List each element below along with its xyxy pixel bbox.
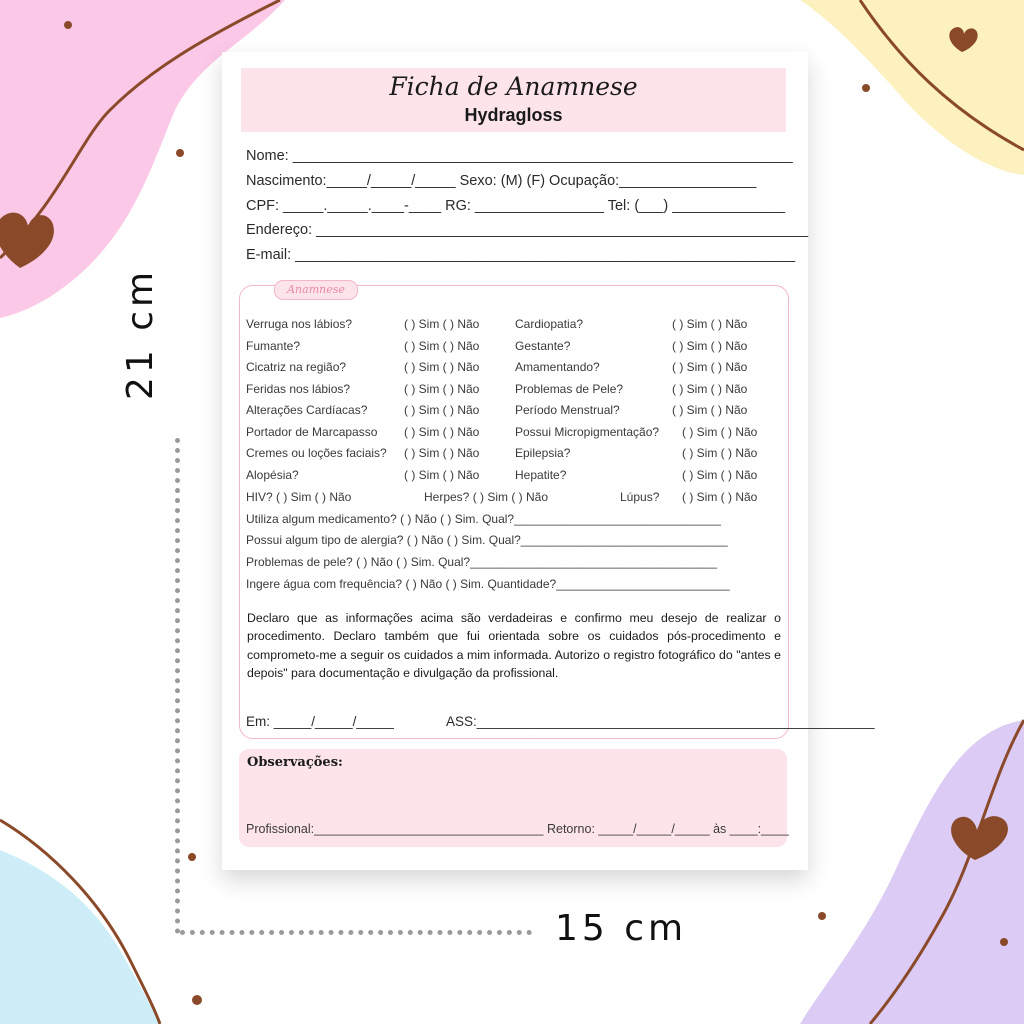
question-herpes: Herpes? ( ) Sim ( ) Não [424, 490, 549, 504]
height-label: 21 cm [120, 267, 161, 400]
question-label: Fumante? [246, 339, 301, 353]
anamnese-tab: Anamnese [274, 280, 358, 300]
question-label: Verruga nos lábios? [246, 317, 353, 331]
question-label: Cardiopatia? [515, 317, 584, 331]
field-cpf: CPF: _____._____.____-____ RG: ________________ Tel: (___) ______________ [246, 198, 786, 214]
form-subtitle: Hydragloss [464, 105, 563, 125]
question-label: Hepatite? [515, 468, 567, 482]
question-options: ( ) Sim ( ) Não [682, 425, 758, 439]
question-label: Portador de Marcapasso [246, 425, 378, 439]
form-sheet [222, 52, 875, 870]
width-label: 15 cm [555, 908, 688, 949]
dot [192, 995, 202, 1005]
question-problemas-pele: Problemas de pele? ( ) Não ( ) Sim. Qual?_____________________________________ [246, 555, 718, 569]
field-nascimento: Nascimento:_____/_____/_____ Sexo: (M) (F) Ocupação:_________________ [246, 173, 757, 189]
field-nome: Nome: ______________________________________________________________ [246, 148, 793, 164]
question-options: ( ) Sim ( ) Não [672, 360, 748, 374]
sign-ass: ASS:_____________________________________________________ [446, 714, 875, 729]
form-title: Ficha de Anamnese [389, 72, 638, 101]
question-hiv: HIV? ( ) Sim ( ) Não [246, 490, 352, 504]
profissional-line: Profissional:_________________________________ Retorno: _____/_____/_____ às ____:____ [246, 822, 789, 836]
height-dotted-line [175, 438, 180, 934]
question-options: ( ) Sim ( ) Não [672, 317, 748, 331]
yellow-blob [800, 0, 1024, 175]
dot [862, 84, 870, 92]
question-label: Alopésia? [246, 468, 299, 482]
dot [188, 853, 196, 861]
question-agua: Ingere água com frequência? ( ) Não ( ) Sim. Quantidade?__________________________ [246, 577, 730, 591]
question-label: Período Menstrual? [515, 403, 620, 417]
question-label: Amamentando? [515, 360, 600, 374]
question-medicamento: Utiliza algum medicamento? ( ) Não ( ) Sim. Qual?_______________________________ [246, 512, 721, 526]
dot [818, 912, 826, 920]
question-options: ( ) Sim ( ) Não [404, 317, 480, 331]
question-options: ( ) Sim ( ) Não [404, 339, 480, 353]
sign-date: Em: _____/_____/_____ [246, 714, 394, 729]
question-label: Epilepsia? [515, 446, 571, 460]
width-dotted-line [180, 930, 532, 935]
question-lupus: Lúpus? [620, 490, 660, 504]
form-header [241, 68, 786, 132]
question-options: ( ) Sim ( ) Não [682, 490, 758, 504]
field-endereco: Endereço: _____________________________________________________________ [246, 222, 809, 238]
question-label: Problemas de Pele? [515, 382, 624, 396]
dot [64, 21, 72, 29]
field-email: E-mail: ______________________________________________________________ [246, 247, 796, 263]
question-options: ( ) Sim ( ) Não [404, 403, 480, 417]
question-label: Possui Micropigmentação? [515, 425, 660, 439]
question-label: Cremes ou loções faciais? [246, 446, 387, 460]
observacoes-section [239, 749, 787, 847]
observacoes-title: Observações: [247, 755, 343, 770]
question-label: Feridas nos lábios? [246, 382, 351, 396]
question-label: Alterações Cardíacas? [246, 403, 368, 417]
question-options: ( ) Sim ( ) Não [672, 339, 748, 353]
purple-blob [800, 720, 1024, 1024]
cyan-blob [0, 850, 160, 1024]
question-options: ( ) Sim ( ) Não [404, 446, 480, 460]
question-alergia: Possui algum tipo de alergia? ( ) Não ( ) Sim. Qual?_______________________________ [246, 533, 728, 547]
question-options: ( ) Sim ( ) Não [672, 382, 748, 396]
declaration-text: Declaro que as informações acima são verdadeiras e confirmo meu desejo de realizar o procedimento. Declaro também que fui orientada sobre os cuidados pós-procedimento e comprometo-me a seguir os cuidados a mim informada. Autorizo o registro fotográfico do "antes e depois" para documentação e divulgação da profissional. [247, 611, 781, 680]
question-options: ( ) Sim ( ) Não [404, 360, 480, 374]
question-options: ( ) Sim ( ) Não [404, 425, 480, 439]
question-options: ( ) Sim ( ) Não [682, 446, 758, 460]
question-options: ( ) Sim ( ) Não [672, 403, 748, 417]
dot [1000, 938, 1008, 946]
question-options: ( ) Sim ( ) Não [404, 382, 480, 396]
question-options: ( ) Sim ( ) Não [404, 468, 480, 482]
question-label: Cicatriz na região? [246, 360, 347, 374]
question-options: ( ) Sim ( ) Não [682, 468, 758, 482]
question-label: Gestante? [515, 339, 571, 353]
dot [176, 149, 184, 157]
